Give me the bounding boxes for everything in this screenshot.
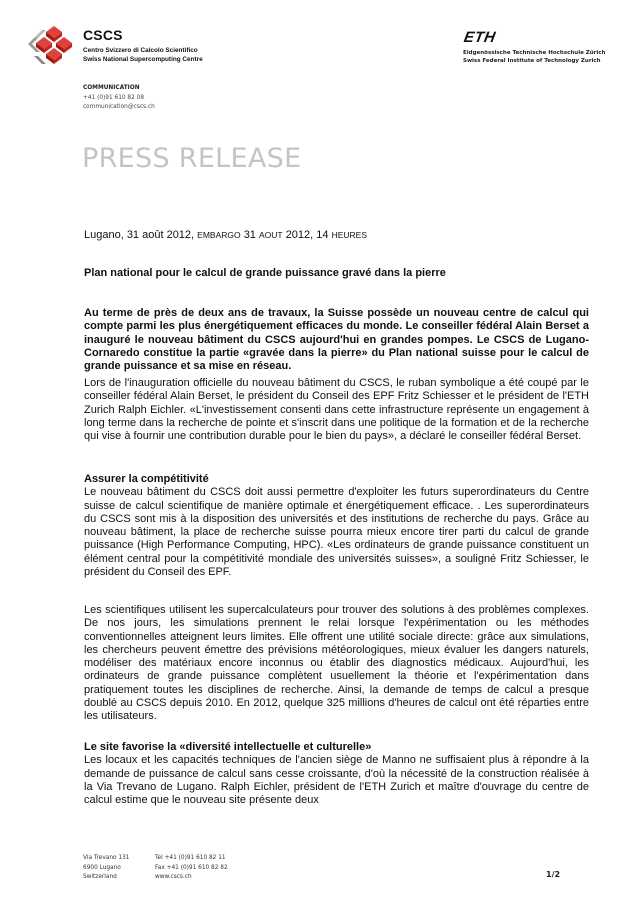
paragraph-scientists: Les scientifiques utilisent les supercalculateurs pour trouver des solutions à des problèmes complexes. De nos jours, les simulations prennent le relai lorsque l'expérimentation ou les méthodes conventionnelles atteignent leurs limites. Elle offrent une utilité sociale directe: grâce aux simulations, les chercheurs peuvent émettre des prévisions météorologiques, mieux évaluer les dangers naturels, modéliser des matériaux encore inconnus ou établir des diagnostics médicaux. Aujourd'hui, les ordinateurs de grande puissance complètent usuellement la théorie et l'expérimentation dans pratiquement toutes les disciplines de recherche. Ainsi, la demande de temps de calcul a presque doublé au CSCS depuis 2010. En 2012, quelque 325 millions d'heures de calcul ont été réparties entre les utilisateurs.: [84, 604, 589, 723]
document-type-heading: PRESS RELEASE: [82, 143, 302, 174]
cscs-cubes-logo-icon: [22, 18, 78, 74]
contact-phone: +41 (0)91 610 82 08: [83, 94, 145, 101]
section-competitiveness: [84, 473, 589, 579]
press-release-title: Plan national pour le calcul de grande puissance gravé dans la pierre: [84, 267, 446, 279]
footer-city: 6900 Lugano: [83, 864, 121, 871]
section-text: Le nouveau bâtiment du CSCS doit aussi permettre d'exploiter les futurs superordinateurs du Centre suisse de calcul scientifique de manière optimale et énergétiquement efficace. . Les superordinateurs du CSCS sont mis à la disposition des universités et des institutions de recherche du pays. Grâce au nouveau bâtiment, la place de recherche suisse pourra mieux encore tirer parti du calcul de grande puissance (High Performance Computing, HPC). «Les ordinateurs de grande puissance constituent un élément central pour la compétitivité mondiale des universités suisses», a souligné Fritz Schiesser, le président du Conseil des EPF.: [84, 486, 589, 579]
section-heading: Le site favorise la «diversité intellectuelle et culturelle»: [84, 741, 372, 753]
place-date: Lugano, 31 août 2012,: [84, 229, 195, 241]
dateline: [84, 229, 367, 241]
org-subtitle: [83, 47, 203, 64]
footer-website[interactable]: www.cscs.ch: [155, 874, 192, 881]
section-diversity: [84, 741, 589, 807]
eth-subtitle: [463, 49, 605, 65]
section-heading: Assurer la compétitivité: [84, 473, 209, 485]
eth-logo: ETH: [462, 29, 497, 46]
org-subtitle-english: Swiss National Supercomputing Centre: [83, 55, 203, 63]
footer-tel: Tel +41 (0)91 610 82 11: [155, 855, 226, 861]
contact-email[interactable]: communication@cscs.ch: [83, 104, 155, 111]
section-text: Les locaux et les capacités techniques de l'ancien siège de Manno ne suffisaient plus à répondre à la demande de puissance de calcul sans cesse croissante, d'où la nécessité de la construction réalisée à la Via Trevano de Lugano. Ralph Eichler, président de l'ETH Zurich et maître d'ouvrage du centre de calcul estime que le nouveau site présente deux: [84, 754, 589, 807]
eth-subtitle-english: Swiss Federal Institute of Technology Zurich: [463, 58, 601, 64]
footer-contact: [155, 854, 228, 883]
embargo-label: EMBARGO: [197, 230, 241, 240]
footer-address: [83, 854, 129, 883]
page-number: 1/2: [546, 870, 561, 879]
footer-street: Via Trevano 131: [83, 855, 130, 861]
embargo-year-time: 2012, 14: [285, 229, 329, 241]
contact-heading: COMMUNICATION: [83, 85, 140, 91]
paragraph-inauguration: Lors de l'inauguration officielle du nouveau bâtiment du CSCS, le ruban symbolique a été coupé par le conseiller fédéral Alain Berset, le président du Conseil des EPF Fritz Schiesser et le président de l'ETH Zurich Ralph Eichler. «L'investissement consenti dans cette infrastructure représente un engagement à long terme dans la recherche de pointe et s'inscrit dans une politique de la formation et de la recherche qui vise à fournir une contribution durable pour le bien du pays», a déclaré le conseiller fédéral Berset.: [84, 377, 589, 443]
footer-fax: Fax +41 (0)91 610 82 82: [155, 864, 228, 871]
embargo-day: 31: [243, 229, 256, 241]
embargo-unit: HEURES: [331, 230, 368, 240]
embargo-month: AOUT: [259, 230, 283, 240]
contact-block: [83, 84, 155, 113]
org-name: CSCS: [83, 27, 123, 43]
eth-subtitle-german: Eidgenössische Technische Hochschule Zürich: [463, 50, 606, 56]
org-subtitle-italian: Centro Svizzero di Calcolo Scientifico: [83, 47, 198, 54]
footer-country: Switzerland: [83, 874, 117, 881]
lead-paragraph: Au terme de près de deux ans de travaux, la Suisse possède un nouveau centre de calcul qui compte parmi les plus énergétiquement efficaces du monde. Le conseiller fédéral Alain Berset a inauguré le nouveau bâtiment du CSCS aujourd'hui en grandes pompes. Le CSCS de Lugano-Cornaredo constitue la partie «gravée dans la pierre» du Plan national suisse pour le calcul de grande puissance et sa mise en réseau.: [84, 307, 589, 373]
